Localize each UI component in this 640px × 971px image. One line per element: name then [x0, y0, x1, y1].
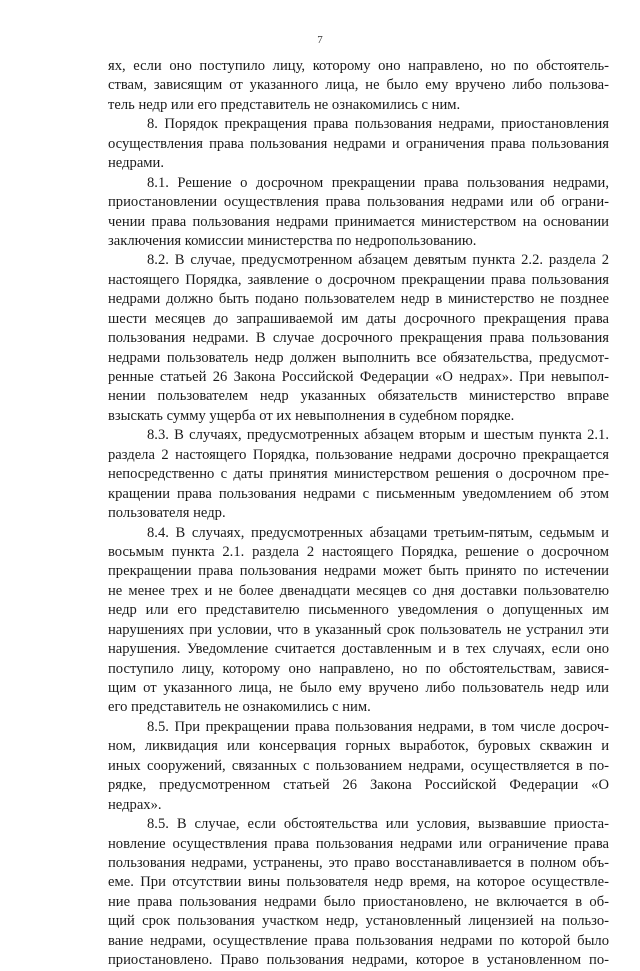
paragraph [108, 115, 609, 173]
text-line: иных сооружений, связанных с пользованием недрами, осуществляется в по- [108, 757, 609, 774]
page-number: 7 [317, 34, 323, 46]
text-line: щий срок пользования участком недр, установленный лицензией на пользо- [108, 913, 609, 930]
text-line: прекращении права пользования недрами может быть принято по истечении [108, 563, 609, 580]
text-line: недрами должно быть подано пользователем недр в министерство не позднее [108, 291, 609, 308]
text-line: еме. При отсутствии вины пользователя недр время, на которое осуществле- [108, 874, 609, 891]
text-line: пользователя недр. [108, 505, 226, 522]
text-line: осуществления права пользования недрами и ограничения права пользования [108, 135, 609, 152]
text-line: недр или его представителю письменного уведомления о допущенных им [108, 602, 609, 619]
text-line: его представитель не ознакомились с ним. [108, 699, 371, 716]
text-line: 8.1. Решение о досрочном прекращении права пользования недрами, [147, 174, 609, 191]
text-line: ние права пользования недрами было приостановлено, не включается в об- [108, 893, 609, 910]
text-line: ренные статьей 26 Закона Российской Федерации «О недрах». При невыпол- [108, 369, 609, 385]
text-line: кращении права пользования недрами с письменным уведомлением об этом [108, 485, 609, 502]
text-line: 8.5. В случае, если обстоятельства или условия, вызвавшие приоста- [147, 816, 609, 833]
document-text [108, 57, 609, 971]
text-line: заключения комиссии министерства по недропользованию. [108, 232, 477, 249]
text-line: тель недр или его представитель не ознакомились с ним. [108, 96, 461, 113]
text-line: чении права пользования недрами принимается министерством на основании [108, 213, 609, 230]
text-line: пользования недрами. В случае досрочного прекращения права пользования [108, 330, 609, 347]
text-line: недрах». [108, 796, 162, 813]
text-line: восьмым пункта 2.1. раздела 2 настоящего Порядка, решение о досрочном [108, 543, 609, 560]
paragraph [108, 426, 609, 523]
text-line: вание недрами, осуществление права пользования недрами по которой было [108, 932, 609, 949]
paragraph [108, 815, 609, 971]
text-line: непосредственно с даты принятия министерством решения о досрочном пре- [108, 466, 609, 483]
text-line: ствам, зависящим от указанного лица, не было ему вручено либо пользова- [108, 77, 609, 94]
paragraph [108, 718, 609, 815]
text-line: 8.4. В случаях, предусмотренных абзацами третьим-пятым, седьмым и [147, 524, 609, 541]
text-line: пользования недрами, устранены, это право восстанавливается в полном объ- [108, 854, 609, 871]
text-line: не менее трех и не более двенадцати месяцев со дня доставки пользователю [108, 582, 609, 599]
text-line: приостановлении осуществления права пользования недрами или об ограни- [108, 194, 609, 211]
text-line: ях, если оно поступило лицу, которому оно направлено, но по обстоятель- [108, 58, 609, 74]
text-line: нарушениях при условии, что в указанный срок пользователь не устранил эти [108, 621, 609, 638]
text-line: 8.2. В случае, предусмотренном абзацем девятым пункта 2.2. раздела 2 [147, 252, 609, 269]
text-line: взыскать сумму ущерба от их невыполнения в судебном порядке. [108, 407, 515, 424]
text-line: недрами пользователь недр должен выполнить все обязательства, предусмот- [108, 349, 609, 366]
text-line: раздела 2 настоящего Порядка, пользование недрами досрочно прекращается [108, 446, 609, 463]
text-line: ном, ликвидация или консервация горных выработок, буровых скважин и [108, 738, 609, 755]
text-line: поступило лицу, которому оно направлено, но по обстоятельствам, завися- [108, 660, 609, 677]
text-line: шести месяцев до запрашиваемой им даты досрочного прекращения права [108, 310, 609, 327]
paragraph [108, 524, 609, 718]
text-line: приостановлено. Право пользования недрами, которое в установленном по- [108, 952, 609, 969]
text-line: щим от указанного лица, не было ему вручено либо пользователь недр или [108, 680, 609, 696]
paragraph [108, 57, 609, 115]
text-line: 8.5. При прекращении права пользования недрами, в том числе досроч- [147, 718, 609, 735]
paragraph [108, 174, 609, 252]
text-line: рядке, предусмотренном статьей 26 Закона Российской Федерации «О [108, 777, 609, 794]
text-line: нении пользователем недр указанных обязательств министерство вправе [108, 388, 609, 405]
text-line: 8. Порядок прекращения права пользования недрами, приостановления [147, 116, 609, 133]
text-line: настоящего Порядка, заявление о досрочном прекращении права пользования [108, 271, 609, 288]
text-line: нарушения. Уведомление считается доставленным и в тех случаях, если оно [108, 641, 609, 658]
text-line: новление осуществления права пользования недрами или ограничение права [108, 835, 609, 852]
paragraph [108, 251, 609, 426]
text-line: 8.3. В случаях, предусмотренных абзацем вторым и шестым пункта 2.1. [147, 427, 609, 444]
text-line: недрами. [108, 155, 164, 172]
